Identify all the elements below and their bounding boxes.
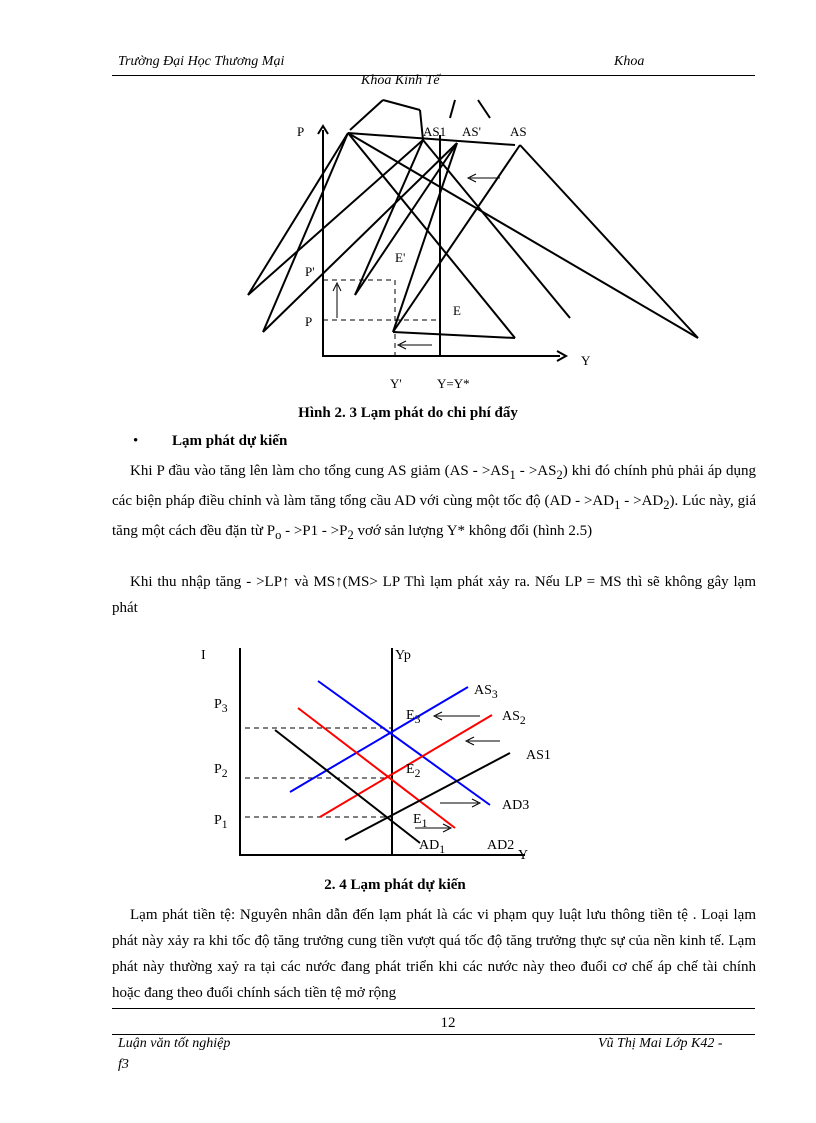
p1-sub-1: 1	[509, 468, 516, 482]
p1-text-d: - >AD	[620, 493, 664, 509]
fig2-as2-text: AS	[502, 709, 520, 724]
footer-rule	[112, 1008, 755, 1009]
p1-sub-2: 2	[556, 468, 563, 482]
fig2-label-as2	[502, 709, 526, 727]
section-heading: Lạm phát dự kiến	[172, 433, 288, 449]
fig1-label-e: E	[453, 303, 461, 318]
fig2-label-ad3: AD3	[502, 798, 530, 813]
fig2-e1-text: E	[413, 812, 422, 827]
fig2-label-ad1	[419, 838, 445, 856]
fig2-e3-sub: 3	[414, 712, 421, 726]
p1-text-e: ). Lúc này, giá tăng một cách đều đặn từ P	[112, 493, 757, 539]
fig2-e1-sub: 1	[421, 816, 428, 830]
fig2-label-p-axis: I	[201, 648, 206, 663]
p1-text-g: vơớ sản lượng Y* không đổi (hình 2.5)	[353, 523, 593, 539]
p1-sub-5: 2	[347, 528, 354, 542]
fig1-label-as: AS	[510, 124, 527, 139]
p1-text-f: - >P1 - >P	[281, 523, 348, 539]
fig2-p2-sub: 2	[221, 766, 228, 780]
fig1-label-y-prime: Y'	[390, 376, 402, 391]
paragraph-income	[112, 569, 756, 621]
fig1-label-as2: AS1	[423, 124, 447, 139]
fig2-label-e3	[406, 708, 420, 726]
footer-rule-2	[112, 1034, 755, 1035]
fig2-label-e1	[413, 812, 427, 830]
page-number: 12	[440, 1015, 456, 1031]
paragraph-monetary-inflation	[112, 902, 756, 1006]
bullet: •	[133, 433, 139, 449]
fig2-p2-text: P	[214, 762, 222, 777]
fig2-label-as1: AS1	[526, 748, 551, 763]
fig2-label-y-axis: Y	[518, 848, 529, 863]
fig2-as1-line	[345, 753, 510, 840]
footer-left-line1: Luận văn tốt nghiệp	[118, 1036, 231, 1051]
fig1-label-p: P	[305, 314, 313, 329]
fig2-label-p2	[214, 762, 228, 780]
fig2-p3-text: P	[214, 697, 222, 712]
fig2-label-p3	[214, 697, 228, 715]
fig1-label-p-axis: P	[297, 124, 305, 139]
p1-sub-3: 1	[614, 498, 621, 512]
p1-text-c: ) khi đó chính phủ phải áp dụng các biện pháp điều chỉnh và làm tăng tổng cầu AD với cùng một tốc độ (AD - >AD	[112, 463, 756, 509]
p1-sub-o: o	[275, 528, 282, 542]
p1-text-b: - >AS	[515, 463, 557, 479]
paragraph2-text: Khi thu nhập tăng - >LP↑ và MS↑(MS> LP Thì lạm phát xảy ra. Nếu LP = MS thì sẽ không gây lạm phát	[112, 574, 756, 616]
paragraph-expected-inflation	[112, 458, 756, 548]
fig2-label-ad2: AD2	[487, 838, 515, 853]
fig1-label-y-axis: Y	[581, 353, 591, 368]
fig2-p3-sub: 3	[221, 701, 228, 715]
fig2-as2-sub: 2	[519, 713, 526, 727]
header-sub: Khoa Kinh Tế	[361, 73, 440, 88]
fig2-label-e2	[406, 762, 420, 780]
fig2-ad1-text: AD	[419, 838, 440, 853]
fig2-e2-sub: 2	[414, 766, 421, 780]
fig2-e2-text: E	[406, 762, 415, 777]
p1-sub-4: 2	[663, 498, 670, 512]
header-faculty: Khoa	[614, 54, 645, 69]
fig1-label-as1: AS'	[462, 124, 481, 139]
figure1-caption: Hình 2. 3 Lạm phát do chi phí đẩy	[298, 405, 518, 421]
figure2-caption: 2. 4 Lạm phát dự kiến	[324, 877, 466, 893]
fig2-label-p1	[214, 813, 228, 831]
fig2-e3-text: E	[406, 708, 415, 723]
fig2-p1-sub: 1	[221, 817, 228, 831]
fig2-as3-text: AS	[474, 683, 492, 698]
figure-cost-push-inflation	[0, 0, 816, 400]
fig2-label-yp: Yp	[395, 648, 411, 663]
header-school: Trường Đại Học Thương Mại	[118, 54, 285, 69]
fig1-label-p-prime: P'	[305, 264, 315, 279]
footer-right: Vũ Thị Mai Lớp K42 -	[598, 1036, 723, 1051]
fig2-as3-line	[290, 687, 468, 792]
fig2-label-as3	[474, 683, 498, 701]
fig1-label-e-prime: E'	[395, 250, 406, 265]
p1-text-a: Khi P đầu vào tăng lên làm cho tổng cung AS giảm (AS - >AS	[130, 463, 510, 479]
paragraph3-text: Lạm phát tiền tệ: Nguyên nhân dẫn đến lạm phát là các vi phạm quy luật lưu thông tiền tệ . Loại lạm phát này xảy ra khi tốc độ tăng trưởng cung tiền vượt quá tốc độ tăng trưởng thực sự của nền kinh tế. Lạm phát này thường xaỷ ra tại các nước đang phát triển khi các nước này theo đuổi cơ chế áp chế tài chính hoặc đang theo đuổi chính sách tiền tệ mở rộng	[112, 907, 756, 1001]
figure-expected-inflation-chart	[0, 640, 816, 870]
fig1-label-y-star: Y=Y*	[437, 376, 470, 391]
footer-left-line2: f3	[118, 1057, 129, 1072]
fig2-p1-text: P	[214, 813, 222, 828]
fig2-as3-sub: 3	[491, 687, 498, 701]
fig2-ad1-sub: 1	[439, 842, 446, 856]
